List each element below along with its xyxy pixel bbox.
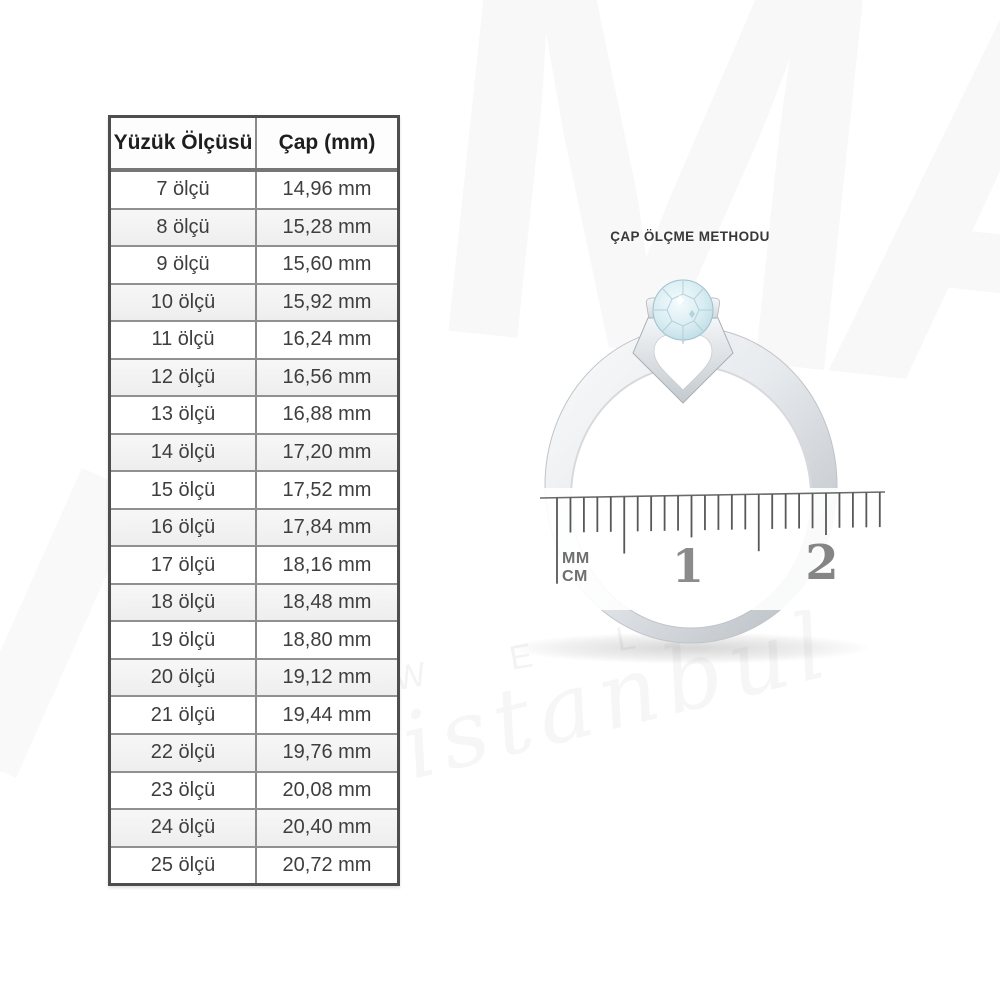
ring-measurement-illustration [490,260,910,720]
table-row [111,172,397,208]
ring-size-cell: 19 ölçü [111,622,257,658]
diameter-cell: 19,12 mm [282,666,372,689]
ring-size-cell: 23 ölçü [111,773,257,809]
ring-size-cell: 15 ölçü [111,472,257,508]
diameter-cell: 18,16 mm [282,553,372,576]
ring-size-cell: 12 ölçü [111,360,257,396]
diameter-cell: 17,20 mm [282,440,372,463]
diagram-title: ÇAP ÖLÇME METHODU [610,229,770,244]
ring-size-cell: 21 ölçü [111,697,257,733]
ring-size-cell: 11 ölçü [111,322,257,358]
table-row [111,620,397,658]
diameter-cell: 18,80 mm [282,628,372,651]
table-row [111,470,397,508]
table-row [111,658,397,696]
diameter-cell: 19,76 mm [282,741,372,764]
header-ring-size: Yüzük Ölçüsü [111,118,257,168]
diameter-cell: 20,08 mm [282,778,372,801]
table-row [111,508,397,546]
ring-size-cell: 10 ölçü [111,285,257,321]
table-row [111,283,397,321]
diameter-cell: 16,88 mm [282,403,372,426]
ring-size-cell: 9 ölçü [111,247,257,283]
diameter-cell: 14,96 mm [282,178,372,201]
diameter-cell: 20,72 mm [282,853,372,876]
watermark-jewellery-letters: W [390,648,467,699]
table-row [111,245,397,283]
table-header-row [111,118,397,172]
table-row [111,733,397,771]
diameter-cell: 15,92 mm [282,290,372,313]
header-diameter: Çap (mm) [278,131,376,154]
diameter-cell: 15,28 mm [282,215,372,238]
ring-size-table [108,115,400,886]
ring-size-cell: 20 ölçü [111,660,257,696]
table-row [111,695,397,733]
table-row [111,433,397,471]
ring-size-cell: 24 ölçü [111,810,257,846]
table-row [111,208,397,246]
table-row [111,771,397,809]
ring-size-cell: 17 ölçü [111,547,257,583]
ring-size-cell: 16 ölçü [111,510,257,546]
ruler [538,488,886,610]
diameter-cell: 18,48 mm [282,591,372,614]
table-row [111,358,397,396]
diameter-cell: 19,44 mm [282,703,372,726]
diameter-cell: 16,56 mm [282,365,372,388]
diameter-cell: 20,40 mm [282,816,372,839]
diameter-cell: 16,24 mm [282,328,372,351]
table-row [111,545,397,583]
diameter-cell: 17,52 mm [282,478,372,501]
ring-size-cell: 7 ölçü [111,172,257,208]
table-row [111,808,397,846]
table-row [111,395,397,433]
ruler-cm-label: CM [562,568,588,585]
ring-size-cell: 25 ölçü [111,848,257,884]
ruler-numeral-1: 1 [671,539,705,593]
table-row [111,583,397,621]
ring-size-cell: 18 ölçü [111,585,257,621]
table-row [111,846,397,884]
diameter-cell: 17,84 mm [282,516,372,539]
ring-size-cell: 13 ölçü [111,397,257,433]
table-row [111,320,397,358]
ring-size-cell: 8 ölçü [111,210,257,246]
ruler-numeral-2: 2 [805,535,839,591]
table-body [111,172,397,883]
ring-size-cell: 14 ölçü [111,435,257,471]
ring-size-cell: 22 ölçü [111,735,257,771]
ruler-mm-label: MM [562,550,590,567]
diameter-cell: 15,60 mm [282,253,372,276]
